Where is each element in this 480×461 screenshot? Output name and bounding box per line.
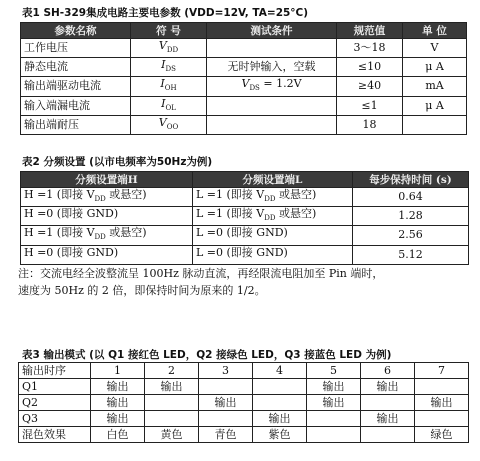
symbol-sub: DS xyxy=(165,65,176,74)
table2 xyxy=(20,171,469,265)
table1-header: 符 号 xyxy=(131,23,207,39)
condition: $V_{DS} = 1.2V$ xyxy=(207,77,337,96)
mode-cell: 输出 xyxy=(361,411,415,427)
table3-header-row xyxy=(19,363,469,379)
table1-header: 参数名称 xyxy=(21,23,131,39)
note-line-1: 注：交流电经全波整流呈 100Hz 脉动直流，再经限流电阻加至 Pin 端时， xyxy=(18,267,384,280)
h-setting: H =1 (即接 $V_{DD}$ 或悬空) xyxy=(21,188,193,207)
table3-header: 输出时序 xyxy=(19,363,91,379)
l-setting: L =0 (即接 GND) xyxy=(193,226,353,245)
hold-time: 1.28 xyxy=(353,207,469,226)
h-setting: H =0 (即接 GND) xyxy=(21,207,193,226)
table2-header-row xyxy=(21,172,469,188)
spec-value: ≤10 xyxy=(337,58,403,77)
symbol: V xyxy=(158,115,167,129)
unit: μ A xyxy=(403,58,467,77)
table3-header: 1 xyxy=(91,363,145,379)
mode-cell: 输出 xyxy=(91,379,145,395)
symbol: I xyxy=(161,58,166,72)
hold-time: 5.12 xyxy=(353,245,469,264)
spec-value: ≤1 xyxy=(337,96,403,115)
table2-header: 分频设置端H xyxy=(21,172,193,188)
table1-caption: 表1 SH-329集成电路主要电参数 (VDD=12V, TA=25°C) xyxy=(22,7,309,19)
h-setting: H =1 (即接 $V_{DD}$ 或悬空) xyxy=(21,226,193,245)
symbol: I xyxy=(160,77,165,91)
table3-header: 7 xyxy=(415,363,469,379)
symbol: V xyxy=(158,39,167,52)
table1-header: 测试条件 xyxy=(207,23,337,39)
l-setting: L =0 (即接 GND) xyxy=(193,245,353,264)
mode-cell: 白色 xyxy=(91,427,145,443)
param-name: 输出端耐压 xyxy=(21,115,131,134)
table-row xyxy=(21,207,469,226)
table-row xyxy=(19,411,469,427)
hold-time: 0.64 xyxy=(353,188,469,207)
h-setting: H =0 (即接 GND) xyxy=(21,245,193,264)
table3-caption: 表3 输出模式 (以 Q1 接红色 LED，Q2 接绿色 LED，Q3 接蓝色 LED 为例) xyxy=(22,349,392,361)
mode-cell xyxy=(145,411,199,427)
table-row xyxy=(21,245,469,264)
mode-cell xyxy=(307,427,361,443)
unit: mA xyxy=(403,77,467,96)
condition xyxy=(207,96,337,115)
mode-cell xyxy=(199,411,253,427)
table-row xyxy=(21,188,469,207)
row-label: 混色效果 xyxy=(19,427,91,443)
mode-cell: 紫色 xyxy=(253,427,307,443)
symbol-sub: OO xyxy=(166,122,179,131)
param-name: 工作电压 xyxy=(21,39,131,58)
mode-cell: 输出 xyxy=(415,395,469,411)
table-row xyxy=(19,379,469,395)
table-row xyxy=(19,395,469,411)
symbol-sub: OL xyxy=(165,103,176,112)
param-name: 输入端漏电流 xyxy=(21,96,131,115)
unit: μ A xyxy=(403,96,467,115)
mode-cell: 青色 xyxy=(199,427,253,443)
row-label: Q1 xyxy=(19,379,91,395)
mode-cell xyxy=(415,379,469,395)
mode-cell xyxy=(253,379,307,395)
row-label: Q2 xyxy=(19,395,91,411)
table2-header: 每步保持时间 (s) xyxy=(353,172,469,188)
mode-cell: 黄色 xyxy=(145,427,199,443)
table3-header: 4 xyxy=(253,363,307,379)
symbol: I xyxy=(161,96,166,110)
mode-cell: 输出 xyxy=(91,411,145,427)
unit xyxy=(403,115,467,134)
unit: V xyxy=(403,39,467,58)
spec-value: 18 xyxy=(337,115,403,134)
mode-cell xyxy=(253,395,307,411)
table-row xyxy=(19,427,469,443)
spec-value: 3～18 xyxy=(337,39,403,58)
condition xyxy=(207,39,337,58)
table-row xyxy=(21,226,469,245)
row-label: Q3 xyxy=(19,411,91,427)
table2-header: 分频设置端L xyxy=(193,172,353,188)
mode-cell: 输出 xyxy=(91,395,145,411)
mode-cell xyxy=(415,411,469,427)
condition: 无时钟输入，空载 xyxy=(207,58,337,77)
spec-value: ≥40 xyxy=(337,77,403,96)
mode-cell xyxy=(199,379,253,395)
symbol-sub: DD xyxy=(166,46,179,55)
mode-cell: 输出 xyxy=(145,379,199,395)
symbol-sub: OH xyxy=(164,84,177,93)
mode-cell: 输出 xyxy=(253,411,307,427)
table1-header: 单 位 xyxy=(403,23,467,39)
mode-cell: 输出 xyxy=(307,395,361,411)
table-row xyxy=(21,39,467,58)
table1-header-row xyxy=(21,23,467,39)
param-name: 静态电流 xyxy=(21,58,131,77)
table3-header: 6 xyxy=(361,363,415,379)
mode-cell: 输出 xyxy=(199,395,253,411)
table-row xyxy=(21,115,467,134)
mode-cell: 输出 xyxy=(361,379,415,395)
table1-header: 规范值 xyxy=(337,23,403,39)
mode-cell xyxy=(361,427,415,443)
table2-caption: 表2 分频设置 (以市电频率为50Hz为例) xyxy=(22,156,213,168)
mode-cell xyxy=(307,411,361,427)
table-row xyxy=(21,96,467,115)
table3-header: 3 xyxy=(199,363,253,379)
table3-header: 5 xyxy=(307,363,361,379)
table3-header: 2 xyxy=(145,363,199,379)
mode-cell xyxy=(145,395,199,411)
table-row xyxy=(21,58,467,77)
mode-cell: 绿色 xyxy=(415,427,469,443)
table3 xyxy=(18,362,469,443)
mode-cell: 输出 xyxy=(307,379,361,395)
param-name: 输出端驱动电流 xyxy=(21,77,131,96)
condition xyxy=(207,115,337,134)
table-row xyxy=(21,77,467,96)
l-setting: L =1 (即接 $V_{DD}$ 或悬空) xyxy=(193,207,353,226)
hold-time: 2.56 xyxy=(353,226,469,245)
l-setting: L =1 (即接 $V_{DD}$ 或悬空) xyxy=(193,188,353,207)
note-line-2: 速度为 50Hz 的 2 倍，即保持时间为原来的 1/2。 xyxy=(18,284,266,297)
table1 xyxy=(20,22,467,135)
mode-cell xyxy=(361,395,415,411)
